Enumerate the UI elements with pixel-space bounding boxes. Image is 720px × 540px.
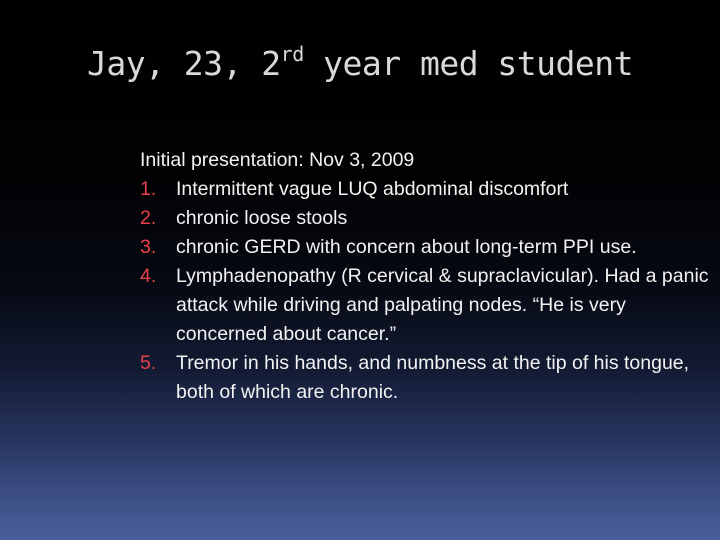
slide-body	[140, 146, 712, 407]
slide-title	[0, 44, 720, 83]
list-item-4	[140, 262, 712, 349]
title-prefix: Jay, 23, 2	[86, 44, 281, 83]
intro-line: Initial presentation: Nov 3, 2009	[140, 149, 415, 171]
list-item-number: 5.	[140, 352, 157, 374]
list-item-3	[140, 233, 712, 262]
title-suffix: year med student	[303, 44, 634, 83]
list-item-text: chronic GERD with concern about long-term PPI use.	[176, 236, 637, 258]
list-item-number: 4.	[140, 265, 157, 287]
list-item-2	[140, 204, 712, 233]
list-item-number: 1.	[140, 178, 157, 200]
list-item-5	[140, 349, 712, 407]
list-item-text: chronic loose stools	[176, 207, 348, 229]
list-item-text: Intermittent vague LUQ abdominal discomfort	[176, 178, 569, 200]
list-item-text: Lymphadenopathy (R cervical & supraclavicular). Had a panic attack while driving and palpating nodes. “He is very concerned about cancer.”	[176, 265, 709, 345]
list-item-text: Tremor in his hands, and numbness at the tip of his tongue, both of which are chronic.	[176, 352, 690, 403]
list-item-number: 3.	[140, 236, 157, 258]
title-superscript: rd	[280, 42, 304, 66]
list-item-number: 2.	[140, 207, 157, 229]
list-item-1	[140, 175, 712, 204]
